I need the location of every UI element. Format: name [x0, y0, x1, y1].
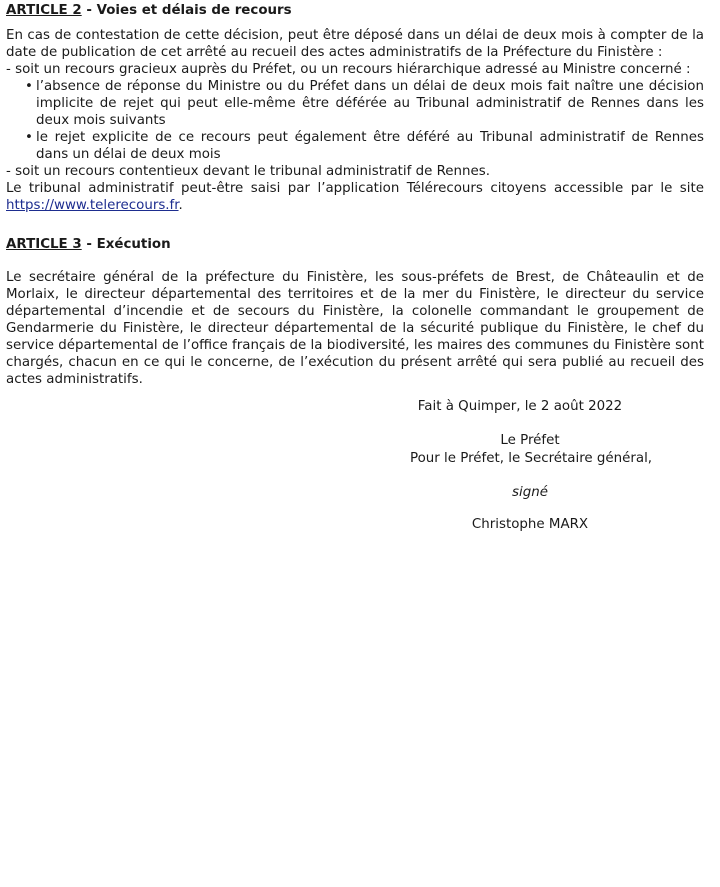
list-item: [6, 78, 704, 129]
article-2-title: Voies et délais de recours: [96, 3, 292, 18]
article-3-title: Exécution: [96, 237, 171, 252]
article-3-body: Le secrétaire général de la préfecture du Finistère, les sous-préfets de Brest, de Châteaulin et de Morlaix, le directeur départemental des territoires et de la mer du Finistère, le directeur du service départemental d’incendie et de secours du Finistère, la colonelle commandant le groupement de Gendarmerie du Finistère, le directeur départemental de la sécurité publique du Finistère, le chef du service départemental de l’office français de la biodiversité, les maires des communes du Finistère sont chargés, chacun en ce qui le concerne, de l’exécution du présent arrêté qui sera publié au recueil des actes administratifs.: [6, 270, 704, 387]
document-page: [6, 2, 704, 388]
article-2-intro: En cas de contestation de cette décision, peut être déposé dans un délai de deux mois à compter de la date de publication de cet arrêté au recueil des actes administratifs de la Préfecture du Finistère :: [6, 28, 704, 60]
telerecours-text: Le tribunal administratif peut-être saisi par l’application Télérecours citoyens accessible par le site: [6, 181, 704, 196]
signature-authority: Le Préfet: [500, 433, 560, 448]
signature-name: Christophe MARX: [471, 517, 589, 532]
article-2-separator: -: [81, 3, 97, 18]
article-3-separator: -: [81, 237, 97, 252]
telerecours-period: .: [178, 198, 183, 213]
article-3-heading: [6, 236, 704, 253]
article-2-bullet-list: [6, 78, 704, 163]
article-2-number: ARTICLE 2: [6, 3, 82, 18]
article-2-option-2: - soit un recours contentieux devant le tribunal administratif de Rennes.: [6, 164, 490, 179]
signature-place-date: Fait à Quimper, le 2 août 2022: [417, 399, 623, 414]
bullet-icon: •: [25, 130, 33, 145]
bullet-text: le rejet explicite de ce recours peut également être déféré au Tribunal administratif de Rennes dans un délai de deux mois: [36, 130, 704, 162]
telerecours-paragraph: [6, 180, 704, 214]
signature-delegation: Pour le Préfet, le Secrétaire général,: [410, 451, 653, 466]
article-3-number: ARTICLE 3: [6, 237, 82, 252]
bullet-text: l’absence de réponse du Ministre ou du Préfet dans un délai de deux mois fait naître une décision implicite de rejet qui peut elle-même être déférée au Tribunal administratif de Rennes dans les deux mois suivants: [36, 79, 704, 128]
bullet-icon: •: [25, 79, 33, 94]
signature-signed-mention: signé: [512, 485, 548, 500]
article-2-option-1: - soit un recours gracieux auprès du Préfet, ou un recours hiérarchique adressé au Ministre concerné :: [6, 62, 691, 77]
article-2-heading: [6, 2, 704, 19]
telerecours-link[interactable]: https://www.telerecours.fr: [6, 198, 179, 213]
list-item: [6, 129, 704, 163]
